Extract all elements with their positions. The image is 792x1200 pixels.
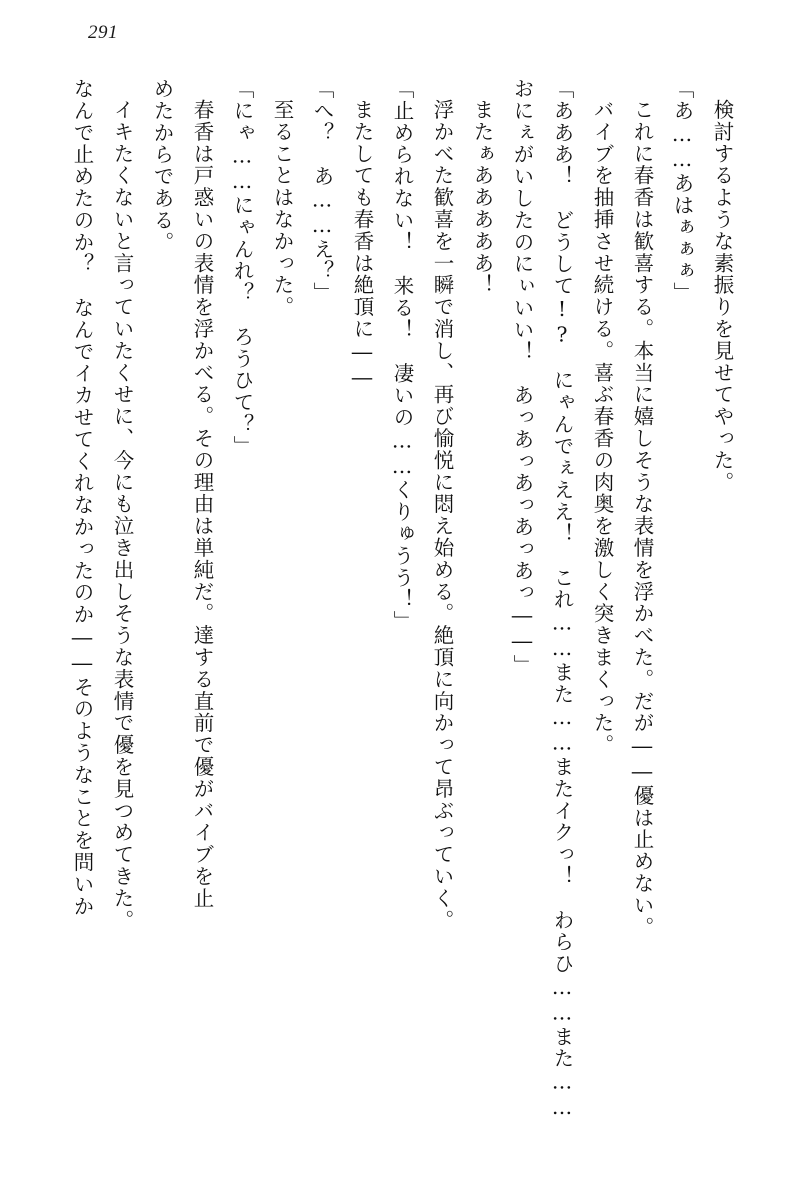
paragraph: 「あああ！ どうして!? にゃんでぇええ！ これ……また……またイクっ！ わらひ……また……	[550, 78, 574, 1121]
paragraph: 検討するような素振りを見せてやった。	[710, 98, 734, 493]
paragraph: またしても春香は絶頂に――	[350, 98, 374, 391]
paragraph: 「あ……あはぁぁぁ」	[670, 78, 694, 304]
paragraph: 春香は戸惑いの表情を浮かべる。その理由は単純だ。達する直前で優がバイブを止	[190, 98, 214, 909]
page-number: 291	[88, 22, 118, 43]
paragraph: バイブを抽挿させ続ける。喜ぶ春香の肉奥を激しく突きまくった。	[590, 98, 614, 756]
paragraph: 「止められない！ 来る！ 凄いの……くりゅうう！」	[390, 78, 414, 633]
paragraph: 浮かべた歓喜を一瞬で消し、再び愉悦に悶え始める。絶頂に向かって昂ぶっていく。	[430, 98, 454, 931]
paragraph: おにぇがいしたのにぃいい！ あっあっあっあっあっ――」	[510, 78, 534, 677]
paragraph: 「にゃ……にゃんれ？ ろうひて？」	[230, 78, 254, 458]
paragraph: 「へ？ あ……え？」	[310, 78, 334, 304]
body-text	[52, 78, 742, 1158]
paragraph: めたからである。	[150, 78, 174, 254]
paragraph: なんで止めたのか？ なんでイカせてくれなかったのか――そのようなことを問いか	[70, 78, 94, 918]
paragraph: イキたくないと言っていたくせに、今にも泣き出しそうな表情で優を見つめてきた。	[110, 98, 134, 931]
paragraph: これに春香は歓喜する。本当に嬉しそうな表情を浮かべた。だが――優は止めない。	[630, 98, 654, 938]
paragraph: またぁあああああ！	[470, 98, 494, 296]
paragraph: 至ることはなかった。	[270, 98, 294, 318]
